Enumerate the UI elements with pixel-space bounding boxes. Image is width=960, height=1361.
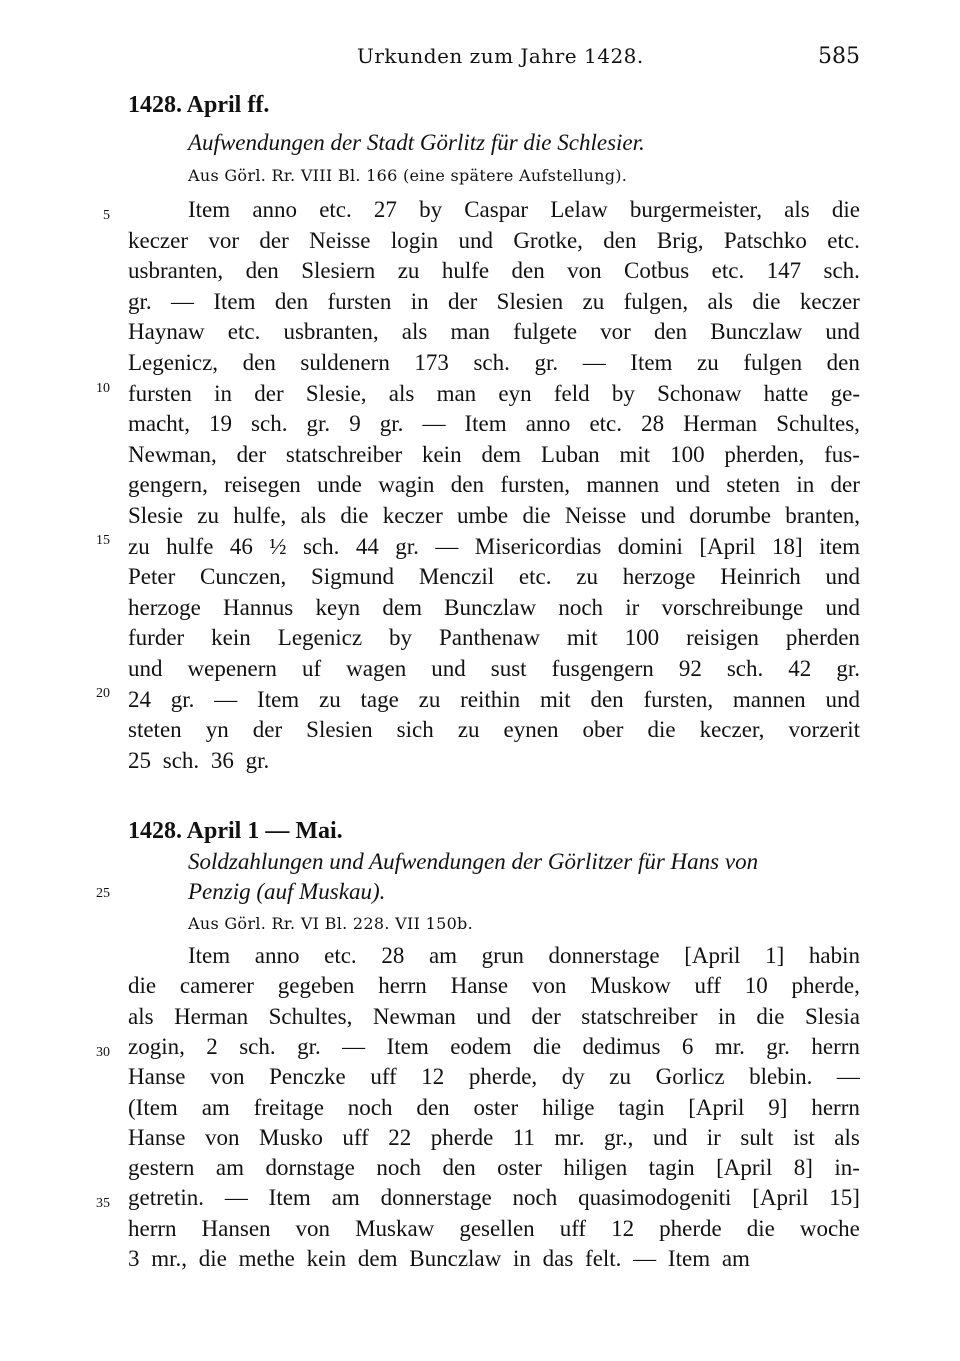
line-number-10: 10	[96, 381, 110, 396]
running-head-title: Urkunden zum Jahre 1428.	[357, 44, 644, 68]
text-line: Haynaw etc. usbranten, als man fulgete vor den Bunczlaw und	[128, 319, 860, 345]
text-line: gestern am dornstage noch den oster hiligen tagin [April 8] in-	[128, 1155, 860, 1181]
text-line: gengern, reisegen unde wagin den fursten, mannen und steten in der	[128, 472, 860, 498]
text-line: furder kein Legenicz by Panthenaw mit 100 reisigen pherden	[128, 625, 860, 651]
section-1-subtitle: Aufwendungen der Stadt Görlitz für die Schlesier.	[188, 130, 645, 155]
text-line: Hanse von Penczke uff 12 pherde, dy zu Gorlicz blebin. —	[128, 1064, 860, 1090]
text-line: Item anno etc. 27 by Caspar Lelaw burgermeister, als die	[188, 197, 860, 222]
text-line: macht, 19 sch. gr. 9 gr. — Item anno etc. 28 Herman Schultes,	[128, 411, 860, 437]
text-line: herrn Hansen von Muskaw gesellen uff 12 pherde die woche	[128, 1215, 860, 1241]
text-line: getretin. — Item am donnerstage noch quasimodogeniti [April 15]	[128, 1185, 860, 1211]
text-line: Newman, der statschreiber kein dem Luban mit 100 pherden, fus-	[128, 441, 860, 467]
text-line: Item anno etc. 28 am grun donnerstage [April 1] habin	[188, 943, 860, 968]
text-line: Slesie zu hulfe, als die keczer umbe die Neisse und dorumbe branten,	[128, 503, 860, 528]
section-2-subtitle-line-2: Penzig (auf Muskau).	[188, 879, 386, 904]
text-line: (Item am freitage noch den oster hilige tagin [April 9] herrn	[128, 1094, 860, 1120]
line-number-5: 5	[103, 208, 110, 223]
section-2-source: Aus Görl. Rr. VI Bl. 228. VII 150b.	[188, 914, 473, 933]
running-head	[0, 44, 960, 74]
text-line: Peter Cunczen, Sigmund Menczil etc. zu herzoge Heinrich und	[128, 564, 860, 590]
text-line: als Herman Schultes, Newman und der statschreiber in die Slesia	[128, 1003, 860, 1029]
text-line: fursten in der Slesie, als man eyn feld by Schonaw hatte ge-	[128, 380, 860, 406]
page-number: 585	[818, 44, 860, 69]
text-line: Legenicz, den suldenern 173 sch. gr. — Item zu fulgen den	[128, 350, 860, 375]
text-line: und wepenern uf wagen und sust fusgengern 92 sch. 42 gr.	[128, 656, 860, 681]
text-line: zu hulfe 46 ½ sch. 44 gr. — Misericordias domini [April 18] item	[128, 533, 860, 559]
text-line: 24 gr. — Item zu tage zu reithin mit den fursten, mannen und	[128, 686, 860, 712]
text-line: keczer vor der Neisse login und Grotke, den Brig, Patschko etc.	[128, 227, 860, 253]
section-2-heading: 1428. April 1 — Mai.	[128, 818, 343, 844]
text-line: usbranten, den Slesiern zu hulfe den von Cotbus etc. 147 sch.	[128, 258, 860, 284]
text-line: zogin, 2 sch. gr. — Item eodem die dedimus 6 mr. gr. herrn	[128, 1033, 860, 1059]
line-number-35: 35	[96, 1196, 110, 1211]
section-1-source: Aus Görl. Rr. VIII Bl. 166 (eine spätere Aufstellung).	[188, 166, 628, 185]
section-2-subtitle-line-1: Soldzahlungen und Aufwendungen der Görlitzer für Hans von	[188, 849, 759, 874]
section-1-heading: 1428. April ff.	[128, 92, 270, 118]
line-number-20: 20	[96, 686, 110, 701]
line-number-30: 30	[96, 1045, 110, 1060]
text-line: 3 mr., die methe kein dem Bunczlaw in das felt. — Item am	[128, 1246, 750, 1271]
text-line: herzoge Hannus keyn dem Bunczlaw noch ir vorschreibunge und	[128, 594, 860, 620]
text-line: die camerer gegeben herrn Hanse von Muskow uff 10 pherde,	[128, 973, 860, 999]
text-line: gr. — Item den fursten in der Slesien zu fulgen, als die keczer	[128, 288, 860, 314]
text-line: 25 sch. 36 gr.	[128, 747, 270, 773]
line-number-25: 25	[96, 886, 110, 901]
line-number-15: 15	[96, 533, 110, 548]
text-line: steten yn der Slesien sich zu eynen ober die keczer, vorzerit	[128, 717, 860, 743]
text-line: Hanse von Musko uff 22 pherde 11 mr. gr., und ir sult ist als	[128, 1124, 860, 1150]
